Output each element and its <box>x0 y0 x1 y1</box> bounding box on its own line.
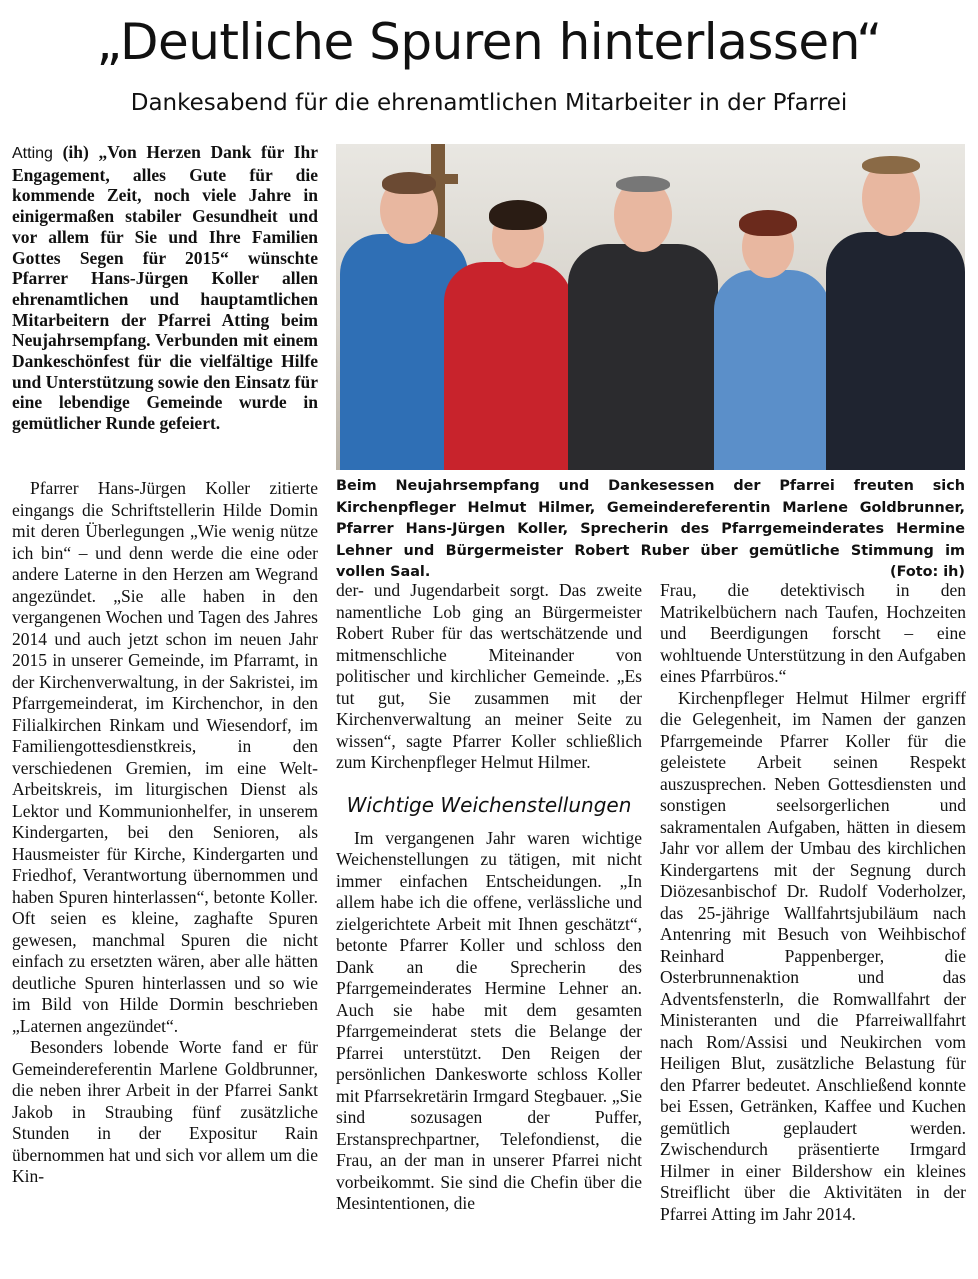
person-hans-juergen-koller <box>568 176 718 470</box>
person-robert-ruber <box>826 156 965 470</box>
person-hermine-lehner <box>712 210 832 470</box>
person-marlene-goldbrunner <box>434 200 579 470</box>
intertitle: Wichtige Weichenstellungen <box>346 792 632 817</box>
caption-text: Beim Neujahrsempfang und Dankesessen der Pfarrei freuten sich Kirchenpfleger Helmut Hilmer, Gemeindereferentin Marlene Goldbrunner, Pfarrer Hans-Jürgen Koller, Sprecherin des Pfarrgemeinderates Hermine Lehner und Bürgermeister Robert Ruber über gemütliche Stimmung im vollen Saal. <box>336 478 965 580</box>
photo-credit: (Foto: ih) <box>890 564 965 580</box>
paragraph: Frau, die detektivisch in den Matrikelbüchern nach Taufen, Hochzeiten und Beerdigungen forscht – eine wohltuende Unterstützung in den Aufgaben eines Pfarrbüros.“ <box>660 580 966 686</box>
paragraph: Im vergangenen Jahr waren wichtige Weichenstellungen zu tätigen, mit nicht immer einfachen Entscheidungen. „In allem habe ich die offene, verlässliche und zielgerichtete Arbeit mit Ihnen geschätzt“, betonte Pfarrer Koller und schloss den Dank an die Sprecherin des Pfarrgemeinderates Hermine Lehner an. Auch sie habe mit dem gesamten Pfarrgemeinderat stets die Belange der Pfarrei unterstützt. Den Reigen der persönlichen Dankesworte schloss Koller mit Pfarrsekretärin Irmgard Stegbauer. „Sie sind sozusagen der Puffer, Erstansprechpartner, Telefondienst, die Frau, an der man in unserer Pfarrei nicht vorbeikommt. Sie sind die Chefin über die Mesintentionen, die <box>336 827 642 1213</box>
article-subheadline: Dankesabend für die ehrenamtlichen Mitarbeiter in der Pfarrei <box>130 90 848 116</box>
paragraph: Besonders lobende Worte fand er für Gemeindereferentin Marlene Goldbrunner, die neben ihrer Arbeit in der Pfarrei Sankt Jakob in Straubing fünf zusätzliche Stunden in der Expositur Rain übernommen hat und sich vor allem um die Kin- <box>12 1037 318 1186</box>
paragraph: Kirchenpfleger Helmut Hilmer ergriff die Gelegenheit, im Namen der ganzen Pfarrgemeinde Pfarrer Koller für die geleistete Arbeit seinen Respekt auszusprechen. Neben Gottesdiensten und sonstigen seelsorgerlichen und sakramentalen Aufgaben, hätten in diesem Jahr vor allem der Umbau des kirchlichen Kindergartens mit der Segnung durch Diözesanbischof Dr. Rudolf Voderholzer, das 25-jährige Wallfahrtsjubiläum nach Antenring mit Besuch von Weihbischof Reinhard Pappenberger, die Osterbrunnenaktion und das Adventsfensterln, die Romwallfahrt der Ministeranten und die Pfarreiwallfahrt nach Rom/Assisi und Neukirchen vom Heiligen Blut, zusätzliche Belastung für den Pfarrer bedeutet. Anschließend konnte bei Essen, Getränken, Kaffee und Kuchen gemütlich geplaudert werden. Zwischendurch präsentierte Irmgard Hilmer in einer Bildershow ein kleines Streiflicht über die Aktivitäten in der Pfarrei Atting im Jahr 2014. <box>660 687 966 1224</box>
lead-text: (ih) „Von Herzen Dank für Ihr Engagement, alles Gute für die kommende Zeit, noch viele Jahre in einigermaßen stabiler Gesundheit und vor allem für Sie und Ihre Familien Gottes Segen für 2015“ wünschte Pfarrer Hans-Jürgen Koller allen ehrenamtlichen und hauptamtlichen Mitarbeitern der Pfarrei Atting beim Neujahrsempfang. Verbunden mit einem Dankeschönfest für die vielfältige Hilfe und Unterstützung sowie den Einsatz für eine lebendige Gemeinde wurde in gemütlicher Runde gefeiert. <box>12 142 319 434</box>
paragraph: Pfarrer Hans-Jürgen Koller zitierte eingangs die Schriftstellerin Hilde Domin mit deren Überlegungen „Wie wenig nütze ich bin“ – und denn werde die eine oder andere Laterne in den Herzen am Wegrand angezündet. „Sie alle haben in den vergangenen Wochen und Tagen des Jahres 2014 und auch jetzt schon im neuen Jahr 2015 in unserer Gemeinde, im Pfarramt, in der Kirchenverwaltung, in der Sakristei, im Pfarrgemeinderat, im Kirchenchor, in den Filialkirchen Rinkam und Wiesendorf, im Familiengottesdienstkreis, in den verschiedenen Gremien, im eine Welt-Arbeitskreis, im liturgischen Dienst als Lektor und Kommunionhelfer, in unserem Kindergarten, bei den Senioren, als Hausmeister für Kirche, Kindergarten und Friedhof, Verantwortung übernommen und haben Spuren hinterlassen“, betonte Koller. Oft seien es kleine, zaghafte Spuren gewesen, manchmal Spuren die nicht einfach zu ersetzten wären, aber alle hätten deutliche Spuren hinterlassen und so wie im Bild von Hilde Dormin beschrieben „Laternen angezündet“. <box>12 478 318 1036</box>
article-column-3 <box>660 580 966 1225</box>
group-photo <box>336 144 965 470</box>
article-lead <box>12 142 318 434</box>
paragraph: der- und Jugendarbeit sorgt. Das zweite namentliche Lob ging an Bürgermeister Robert Ruber für das wertschätzende und mitmenschliche Miteinander von politischer und kirchlicher Gemeinde. „Es tut gut, Sie zusammen mit der Kirchenverwaltung an meiner Seite zu wissen“, sagte Pfarrer Koller schließlich zum Kirchenpfleger Helmut Hilmer. <box>336 580 642 772</box>
article-column-1 <box>12 478 318 1188</box>
article-headline: „Deutliche Spuren hinterlassen“ <box>96 13 882 71</box>
dateline-location: Atting <box>12 145 53 162</box>
photo-caption <box>336 476 965 584</box>
article-column-2 <box>336 580 642 1215</box>
